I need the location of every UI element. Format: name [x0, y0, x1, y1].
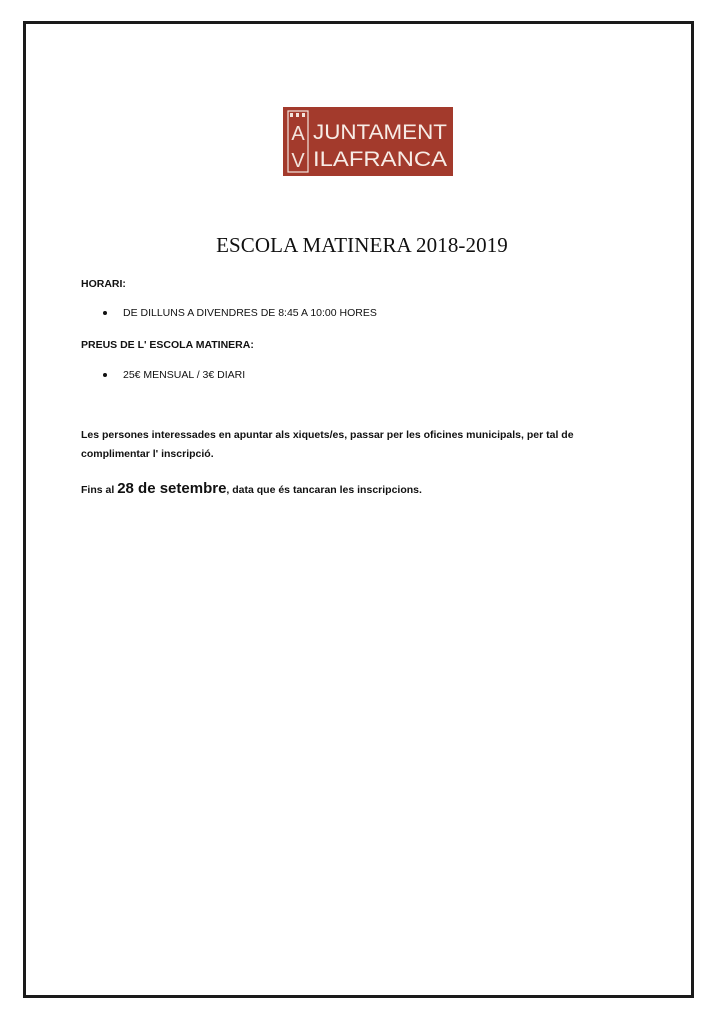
section-heading-horari: HORARI: [81, 278, 126, 290]
bullet-icon [103, 311, 107, 315]
list-item [103, 307, 377, 319]
list-item [103, 369, 245, 381]
list-item-text: 25€ MENSUAL / 3€ DIARI [123, 369, 246, 381]
bullet-icon [103, 373, 107, 377]
deadline-date: 28 de setembre [117, 480, 227, 497]
paragraph-info: Les persones interessades en apuntar als xiquets/es, passar per les oficines municipals, per tal de complimentar l' inscripció. [81, 429, 574, 460]
ajuntament-logo [283, 107, 453, 176]
paragraph-deadline [81, 479, 641, 500]
svg-text:JUNTAMENT: JUNTAMENT [313, 121, 448, 144]
svg-text:V: V [291, 150, 305, 172]
deadline-suffix: , data que és tancaran les inscripcions. [226, 484, 422, 496]
section-heading-preus: PREUS DE L' ESCOLA MATINERA: [81, 339, 254, 351]
list-item-text: DE DILLUNS A DIVENDRES DE 8:45 A 10:00 HORES [123, 307, 377, 319]
document-title: ESCOLA MATINERA 2018-2019 [216, 233, 508, 257]
deadline-prefix: Fins al [81, 484, 118, 496]
svg-text:ILAFRANCA: ILAFRANCA [313, 148, 447, 171]
svg-text:A: A [291, 123, 305, 145]
